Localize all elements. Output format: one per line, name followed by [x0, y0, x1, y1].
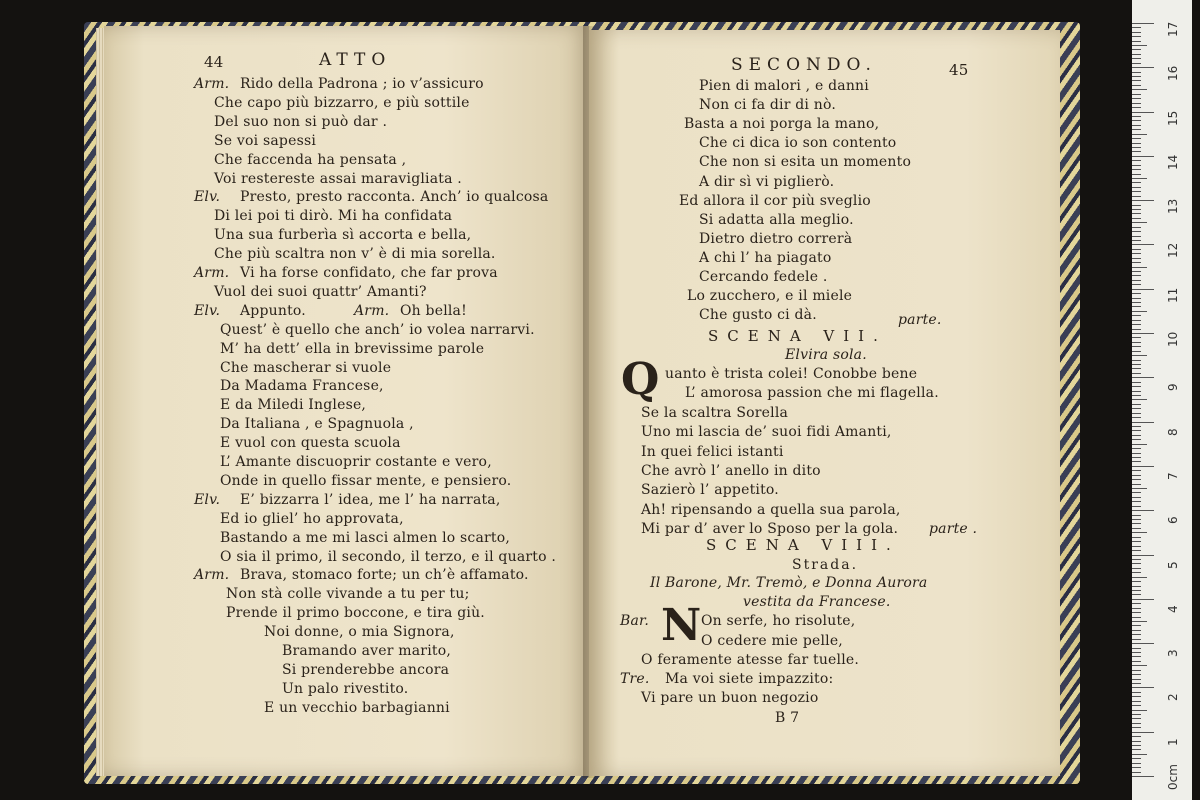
verse-line: Del suo non si può dar . [214, 113, 388, 130]
speaker-label: Elv. [194, 189, 221, 206]
verse-line: Si prenderebbe ancora [282, 661, 450, 678]
ruler-tick [1132, 324, 1141, 325]
ruler-tick [1132, 612, 1141, 613]
ruler-tick [1132, 289, 1154, 290]
ruler-tick [1132, 444, 1147, 445]
ruler-tick [1132, 103, 1141, 104]
ruler-tick [1132, 231, 1141, 232]
ruler-tick [1132, 182, 1141, 183]
verse-line: Basta a noi porga la mano, [684, 116, 880, 133]
ruler-tick [1132, 484, 1141, 485]
ruler-tick [1132, 541, 1141, 542]
ruler-tick [1132, 461, 1141, 462]
verse-line: Di lei poi ti dirò. Mi ha confidata [214, 208, 453, 225]
ruler-tick [1132, 515, 1141, 516]
ruler-tick [1132, 457, 1141, 458]
ruler-tick [1132, 244, 1154, 245]
ruler-tick [1132, 656, 1141, 657]
verse-line: Vi ha forse confidato, che far prova [240, 265, 498, 281]
ruler-tick [1132, 528, 1141, 529]
ruler-tick [1132, 41, 1141, 42]
ruler-tick [1132, 342, 1141, 343]
ruler-tick [1132, 679, 1141, 680]
ruler-tick [1132, 151, 1141, 152]
ruler-tick [1132, 590, 1141, 591]
ruler-tick [1132, 315, 1141, 316]
verse-line: E’ bizzarra l’ idea, me l’ ha narrata, [240, 491, 501, 508]
ruler-label: 12 [1166, 243, 1180, 259]
ruler-tick [1132, 532, 1147, 533]
ruler-tick [1132, 718, 1141, 719]
ruler-label: 5 [1166, 560, 1180, 569]
ruler-tick [1132, 617, 1141, 618]
ruler-label: 15 [1166, 110, 1180, 126]
ruler-label: 6 [1166, 516, 1180, 525]
ruler-tick [1132, 696, 1141, 697]
ruler-tick [1132, 652, 1141, 653]
ruler-tick [1132, 736, 1141, 737]
ruler-tick [1132, 89, 1147, 90]
speaker-label: Elv. [194, 491, 221, 508]
ruler-tick [1132, 408, 1141, 409]
ruler-tick [1132, 85, 1141, 86]
ruler-label: 14 [1166, 154, 1180, 170]
ruler-tick [1132, 293, 1141, 294]
verse-line: Uno mi lascia de’ suoi fidi Amanti, [641, 424, 892, 441]
ruler-tick [1132, 333, 1154, 334]
ruler-tick [1132, 519, 1141, 520]
verse-line: Che avrò l’ anello in dito [641, 463, 821, 479]
ruler-tick [1132, 320, 1141, 321]
ruler-tick [1132, 776, 1154, 777]
ruler-tick [1132, 555, 1154, 556]
ruler-tick [1132, 665, 1147, 666]
ruler-tick [1132, 772, 1141, 773]
verse-line: Non ci fa dir di nò. [699, 97, 837, 114]
ruler-tick [1132, 727, 1141, 728]
verse-line: Da Madama Francese, [220, 378, 384, 395]
ruler-tick [1132, 80, 1141, 81]
ruler-tick [1132, 674, 1141, 675]
speaker-bar: Bar. [620, 613, 650, 629]
ruler-tick [1132, 492, 1141, 493]
ruler-tick [1132, 453, 1141, 454]
verse-line: Che non si esita un momento [699, 154, 912, 171]
ruler-label: 7 [1166, 472, 1180, 480]
exit-direction-1: parte. [898, 312, 942, 328]
speaker-label: Elv. [194, 302, 221, 319]
ruler-tick [1132, 634, 1141, 635]
ruler-tick [1132, 94, 1141, 95]
ruler-tick [1132, 249, 1141, 250]
ruler-tick [1132, 32, 1141, 33]
signature-mark: B 7 [775, 710, 800, 726]
verse-line: uanto è trista colei! Conobbe bene [665, 366, 918, 382]
ruler-tick [1132, 262, 1141, 263]
ruler-tick [1132, 125, 1141, 126]
verse-line: Vuol dei suoi quattr’ Amanti? [214, 283, 427, 300]
ruler-tick [1132, 391, 1141, 392]
ruler-tick [1132, 399, 1147, 400]
scene-vii-heading: SCENA VII. [708, 327, 887, 345]
ruler-tick [1132, 36, 1141, 37]
ruler-tick [1132, 594, 1141, 595]
ruler-tick [1132, 27, 1141, 28]
speaker-label: Arm. [194, 567, 230, 584]
ruler-tick [1132, 599, 1154, 600]
ruler-tick [1132, 643, 1154, 644]
tremo-line-2: Vi pare un buon negozio [641, 690, 819, 706]
verse-line: Onde in quello fissar mente, e pensiero. [220, 472, 512, 489]
left-running-head: ATTO [319, 50, 392, 70]
ruler-tick [1132, 355, 1147, 356]
verse-line: Se voi sapessi [214, 132, 317, 149]
ruler-tick [1132, 710, 1147, 711]
ruler-tick [1132, 546, 1141, 547]
ruler-label: 2 [1166, 693, 1180, 702]
ruler-tick [1132, 497, 1141, 498]
ruler-tick [1132, 306, 1141, 307]
ruler-tick [1132, 741, 1141, 742]
ruler-tick [1132, 329, 1141, 330]
ruler-label: 8 [1166, 427, 1180, 436]
ruler-tick [1132, 253, 1141, 254]
verse-line: Ed io gliel’ ho approvata, [220, 510, 404, 527]
verse-line: On serfe, ho risolute, [701, 613, 856, 629]
verse-line: Che gusto ci dà. [699, 307, 817, 324]
left-page [104, 26, 589, 776]
ruler-tick [1132, 311, 1147, 312]
verse-line: A chi l’ ha piagato [699, 249, 832, 266]
ruler-tick [1132, 337, 1141, 338]
ruler-tick [1132, 417, 1141, 418]
verse-line: Bramando aver marito, [282, 643, 451, 659]
verse-line: Oh bella! [400, 302, 467, 319]
ruler-tick [1132, 413, 1141, 414]
verse-line: Si adatta alla meglio. [699, 211, 854, 228]
ruler-tick [1132, 112, 1154, 113]
ruler-tick [1132, 191, 1141, 192]
ruler-label: 16 [1166, 65, 1180, 82]
verse-line: Dietro dietro correrà [699, 230, 853, 247]
ruler-tick [1132, 501, 1141, 502]
ruler-tick [1132, 563, 1141, 564]
drop-cap-n: N [661, 600, 702, 651]
ruler-tick [1132, 213, 1141, 214]
ruler-label: 1 [1166, 738, 1180, 746]
ruler-tick [1132, 222, 1147, 223]
ruler-tick [1132, 45, 1147, 46]
baron-line-3: O feramente atesse far tuelle. [641, 652, 860, 668]
verse-line: E da Miledi Inglese, [220, 397, 367, 414]
ruler-tick [1132, 23, 1154, 24]
ruler-tick [1132, 559, 1141, 560]
ruler-tick [1132, 63, 1141, 64]
verse-line: E vuol con questa scuola [220, 435, 401, 452]
ruler-tick [1132, 275, 1141, 276]
ruler-tick [1132, 475, 1141, 476]
scene-viii-cast-2: vestita da Francese. [743, 594, 891, 610]
ruler-tick [1132, 639, 1141, 640]
ruler-tick [1132, 156, 1154, 157]
ruler-tick [1132, 284, 1141, 285]
ruler-tick [1132, 196, 1141, 197]
ruler-tick [1132, 506, 1141, 507]
ruler-tick [1132, 439, 1141, 440]
verse-line: Da Italiana , e Spagnuola , [220, 416, 414, 433]
verse-line: Pien di malori , e danni [699, 78, 869, 94]
ruler-tick [1132, 758, 1141, 759]
ruler-tick [1132, 577, 1147, 578]
ruler-tick [1132, 174, 1141, 175]
verse-line: L’ amorosa passion che mi flagella. [685, 385, 939, 402]
ruler-tick [1132, 218, 1141, 219]
ruler-label: 13 [1166, 198, 1180, 215]
verse-line: Sazierò l’ appetito. [641, 482, 779, 499]
ruler-tick [1132, 426, 1141, 427]
ruler-tick [1132, 430, 1141, 431]
verse-line: Un palo rivestito. [282, 680, 409, 697]
ruler-tick [1132, 714, 1141, 715]
ruler-tick [1132, 661, 1141, 662]
ruler-tick [1132, 360, 1141, 361]
ruler-tick [1132, 205, 1141, 206]
ruler-tick [1132, 568, 1141, 569]
ruler-tick [1132, 98, 1141, 99]
verse-line: Mi par d’ aver lo Sposo per la gola. [641, 521, 899, 538]
ruler-label: 11 [1166, 287, 1180, 303]
ruler-tick [1132, 160, 1141, 161]
verse-line: Ah! ripensando a quella sua parola, [641, 501, 901, 518]
ruler-tick [1132, 422, 1154, 423]
ruler-tick [1132, 466, 1154, 467]
ruler-tick [1132, 351, 1141, 352]
ruler-tick [1132, 550, 1141, 551]
scene-viii-place: Strada. [792, 557, 859, 573]
verse-line: Che più scaltra non v’ è di mia sorella. [214, 246, 496, 263]
verse-line: Lo zucchero, e il miele [687, 288, 853, 305]
ruler-tick [1132, 749, 1141, 750]
ruler-label: 10 [1166, 331, 1180, 347]
ruler-tick [1132, 138, 1141, 139]
verse-line: Quest’ è quello che anch’ io volea narrarvi. [220, 321, 535, 338]
ruler-tick [1132, 72, 1141, 73]
verse-line: Brava, stomaco forte; un ch’è affamato. [240, 567, 529, 584]
verse-line: Noi donne, o mia Signora, [264, 624, 455, 641]
ruler-tick [1132, 470, 1141, 471]
left-page-number: 44 [204, 53, 224, 71]
right-running-head: SECONDO. [731, 55, 877, 75]
ruler-tick [1132, 67, 1154, 68]
ruler-tick [1132, 732, 1154, 733]
ruler-tick [1132, 395, 1141, 396]
ruler-tick [1132, 258, 1141, 259]
verse-line: Una sua furberìa sì accorta e bella, [214, 227, 472, 244]
verse-line: Bastando a me mi lasci almen lo scarto, [220, 529, 511, 546]
ruler-tick [1132, 298, 1141, 299]
ruler-tick [1132, 670, 1141, 671]
ruler-tick [1132, 54, 1141, 55]
ruler-tick [1132, 723, 1141, 724]
ruler-tick [1132, 364, 1141, 365]
ruler-tick [1132, 120, 1141, 121]
ruler-tick [1132, 178, 1147, 179]
verse-line: Che ci dica io son contento [699, 135, 897, 152]
ruler-tick [1132, 129, 1141, 130]
ruler-tick [1132, 209, 1141, 210]
verse-line: O sia il primo, il secondo, il terzo, e il quarto . [220, 548, 557, 565]
right-page-number: 45 [949, 61, 969, 79]
ruler-tick [1132, 687, 1154, 688]
ruler-tick [1132, 572, 1141, 573]
speaker-label: Arm. [194, 265, 230, 281]
right-page [589, 30, 1060, 776]
ruler-tick [1132, 169, 1141, 170]
ruler-tick [1132, 701, 1141, 702]
ruler-tick [1132, 745, 1141, 746]
ruler-tick [1132, 523, 1141, 524]
verse-line: Presto, presto racconta. Anch’ io qualcosa [240, 189, 549, 206]
verse-line: O cedere mie pelle, [701, 632, 843, 649]
ruler-tick [1132, 404, 1141, 405]
ruler-label: 9 [1166, 383, 1180, 392]
ruler-label: 4 [1166, 605, 1180, 613]
verse-line: In quei felici istanti [641, 443, 784, 460]
verse-line: Che mascherar si vuole [220, 359, 392, 376]
ruler-tick [1132, 267, 1147, 268]
ruler-tick [1132, 200, 1154, 201]
ruler-tick [1132, 767, 1141, 768]
ruler-tick [1132, 537, 1141, 538]
ruler-tick [1132, 76, 1141, 77]
speaker-label: Arm. [194, 76, 230, 92]
ruler-tick [1132, 625, 1141, 626]
verse-line: Cercando fedele . [699, 269, 828, 285]
drop-cap-q: Q [621, 354, 660, 405]
verse-line: Ed allora il cor più sveglio [679, 192, 871, 209]
verse-line: M’ ha dett’ ella in brevissime parole [220, 340, 485, 357]
verse-line: Voi restereste assai maravigliata . [214, 170, 462, 187]
speaker-tre: Tre. [620, 671, 650, 687]
ruler-tick [1132, 116, 1141, 117]
ruler-tick [1132, 302, 1141, 303]
ruler-tick [1132, 586, 1141, 587]
scene-viii-heading: SCENA VIII. [706, 536, 900, 554]
verse-line: A dir sì vi piglierò. [699, 173, 835, 190]
ruler-tick [1132, 763, 1141, 764]
verse-line: Prende il primo boccone, e tira giù. [226, 605, 485, 622]
ruler-tick [1132, 603, 1141, 604]
ruler-tick [1132, 692, 1141, 693]
verse-line: Che faccenda ha pensata , [214, 151, 407, 168]
ruler-tick [1132, 630, 1141, 631]
ruler-tick [1132, 134, 1147, 135]
ruler-tick [1132, 488, 1147, 489]
speaker-label: Arm. [354, 302, 390, 319]
ruler-tick [1132, 143, 1141, 144]
ruler-tick [1132, 621, 1147, 622]
ruler-tick [1132, 271, 1141, 272]
ruler-tick [1132, 382, 1141, 383]
ruler-tick [1132, 479, 1141, 480]
ruler-tick [1132, 227, 1141, 228]
verse-line: Che capo più bizzarro, e più sottile [214, 94, 470, 111]
measurement-ruler [1132, 0, 1192, 800]
verse-line: L’ Amante discuoprir costante e vero, [220, 454, 492, 470]
ruler-tick [1132, 683, 1141, 684]
ruler-tick [1132, 581, 1141, 582]
ruler-tick [1132, 58, 1141, 59]
ruler-tick [1132, 107, 1141, 108]
ruler-tick [1132, 435, 1141, 436]
ruler-tick [1132, 236, 1141, 237]
verse-line: E un vecchio barbagianni [264, 699, 450, 716]
ruler-tick [1132, 648, 1141, 649]
exit-direction-2: parte . [929, 521, 978, 537]
ruler-tick [1132, 49, 1141, 50]
ruler-label: 17 [1166, 21, 1180, 37]
ruler-label: 3 [1166, 649, 1180, 658]
ruler-tick [1132, 368, 1141, 369]
scene-vii-cast: Elvira sola. [785, 347, 867, 363]
ruler-label: 0cm [1166, 764, 1180, 790]
ruler-tick [1132, 165, 1141, 166]
scene-viii-cast-1: Il Barone, Mr. Tremò, e Donna Aurora [650, 575, 928, 591]
ruler-tick [1132, 377, 1154, 378]
ruler-tick [1132, 510, 1154, 511]
ruler-tick [1132, 346, 1141, 347]
ruler-tick [1132, 448, 1141, 449]
ruler-tick [1132, 240, 1141, 241]
verse-line: Non stà colle vivande a tu per tu; [226, 586, 470, 603]
ruler-tick [1132, 754, 1147, 755]
ruler-tick [1132, 280, 1141, 281]
ruler-tick [1132, 187, 1141, 188]
verse-line: Se la scaltra Sorella [641, 404, 789, 421]
ruler-tick [1132, 386, 1141, 387]
verse-line: Appunto. [240, 302, 306, 319]
ruler-tick [1132, 373, 1141, 374]
verse-line: Rido della Padrona ; io v’assicuro [240, 76, 484, 92]
tremo-line-1: Ma voi siete impazzito: [665, 671, 834, 687]
ruler-tick [1132, 608, 1141, 609]
ruler-tick [1132, 705, 1141, 706]
ruler-tick [1132, 147, 1141, 148]
